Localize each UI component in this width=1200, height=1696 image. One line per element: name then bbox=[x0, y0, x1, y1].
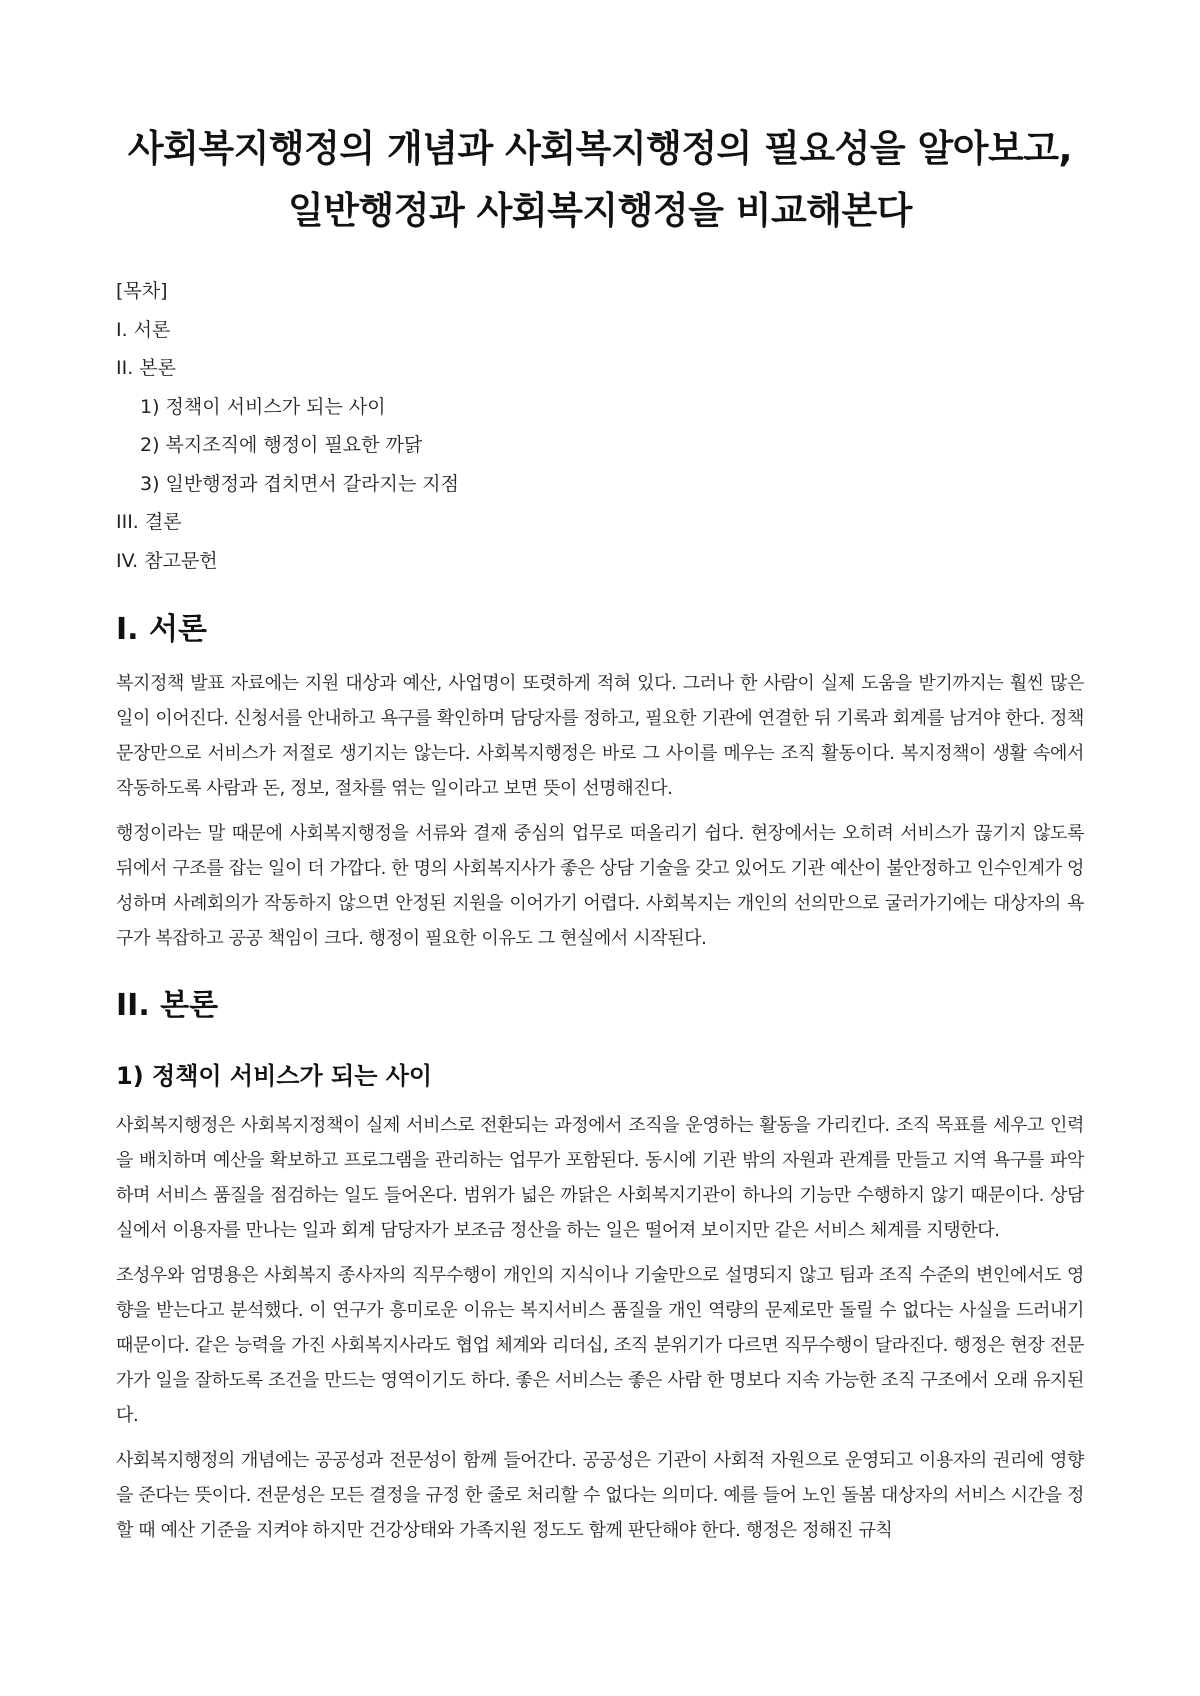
section-1-paragraph-1: 사회복지행정은 사회복지정책이 실제 서비스로 전환되는 과정에서 조직을 운영하는 활동을 가리킨다. 조직 목표를 세우고 인력을 배치하며 예산을 확보하고 프로그램을 관리하는 업무가 포함된다. 동시에 기관 밖의 자원과 관계를 만들고 지역 욕구를 파악하며 서비스 품질을 점검하는 일도 들어온다. 범위가 넓은 까닭은 사회복지기관이 하나의 기능만 수행하지 않기 때문이다. 상담실에서 이용자를 만나는 일과 회계 담당자가 보조금 정산을 하는 일은 떨어져 보이지만 같은 서비스 체계를 지탱한다. bbox=[116, 1115, 1084, 1241]
intro-paragraph-2: 행정이라는 말 때문에 사회복지행정을 서류와 결재 중심의 업무로 떠올리기 쉽다. 현장에서는 오히려 서비스가 끊기지 않도록 뒤에서 구조를 잡는 일이 더 가깝다. 한 명의 사회복지사가 좋은 상담 기술을 갖고 있어도 기관 예산이 불안정하고 인수인계가 엉성하며 사례회의가 작동하지 않으면 안정된 지원을 이어가기 어렵다. 사회복지는 개인의 선의만으로 굴러가기에는 대상자의 욕구가 복잡하고 공공 책임이 크다. 행정이 필요한 이유도 그 현실에서 시작된다. bbox=[116, 823, 1084, 949]
toc-item-introduction: I. 서론 bbox=[116, 318, 171, 341]
section-1-paragraph-2: 조성우와 엄명용은 사회복지 종사자의 직무수행이 개인의 지식이나 기술만으로 설명되지 않고 팀과 조직 수준의 변인에서도 영향을 받는다고 분석했다. 이 연구가 흥미로운 이유는 복지서비스 품질을 개인 역량의 문제로만 돌릴 수 없다는 사실을 드러내기 때문이다. 같은 능력을 가진 사회복지사라도 협업 체계와 리더십, 조직 분위기가 다르면 직무수행이 달라진다. 행정은 현장 전문가가 일을 잘하도록 조건을 만드는 영역이기도 하다. 좋은 서비스는 좋은 사람 한 명보다 지속 가능한 조직 구조에서 오래 유지된다. bbox=[116, 1265, 1084, 1426]
section-1-heading: 1) 정책이 서비스가 되는 사이 bbox=[116, 1062, 433, 1090]
intro-heading: I. 서론 bbox=[116, 612, 207, 647]
toc-item-references: IV. 참고문헌 bbox=[116, 549, 218, 572]
toc-item-section-2: 2) 복지조직에 행정이 필요한 까닭 bbox=[140, 434, 423, 456]
section-1-paragraph-3: 사회복지행정의 개념에는 공공성과 전문성이 함께 들어간다. 공공성은 기관이 사회적 자원으로 운영되고 이용자의 권리에 영향을 준다는 뜻이다. 전문성은 모든 결정을 규정 한 줄로 처리할 수 없다는 의미다. 예를 들어 노인 돌봄 대상자의 서비스 시간을 정할 때 예산 기준을 지켜야 하지만 건강상태와 가족지원 정도도 함께 판단해야 한다. 행정은 정해진 규칙 bbox=[116, 1450, 1084, 1541]
document-title: 사회복지행정의 개념과 사회복지행정의 필요성을 알아보고, 일반행정과 사회복지행정을 비교해본다 bbox=[127, 127, 1073, 232]
table-of-contents bbox=[116, 272, 1084, 580]
toc-item-conclusion: III. 결론 bbox=[116, 511, 182, 533]
toc-item-main-body: II. 본론 bbox=[116, 357, 176, 379]
toc-heading: [목차] bbox=[116, 280, 168, 302]
intro-paragraph-1: 복지정책 발표 자료에는 지원 대상과 예산, 사업명이 또렷하게 적혀 있다. 그러나 한 사람이 실제 도움을 받기까지는 훨씬 많은 일이 이어진다. 신청서를 안내하고 욕구를 확인하며 담당자를 정하고, 필요한 기관에 연결한 뒤 기록과 회계를 남겨야 한다. 정책 문장만으로 서비스가 저절로 생기지는 않는다. 사회복지행정은 바로 그 사이를 메우는 조직 활동이다. 복지정책이 생활 속에서 작동하도록 사람과 돈, 정보, 절차를 엮는 일이라고 보면 뜻이 선명해진다. bbox=[116, 673, 1084, 799]
toc-item-section-1: 1) 정책이 서비스가 되는 사이 bbox=[140, 395, 386, 418]
toc-item-section-3: 3) 일반행정과 겹치면서 갈라지는 지점 bbox=[140, 472, 459, 495]
body-heading: II. 본론 bbox=[116, 988, 219, 1023]
